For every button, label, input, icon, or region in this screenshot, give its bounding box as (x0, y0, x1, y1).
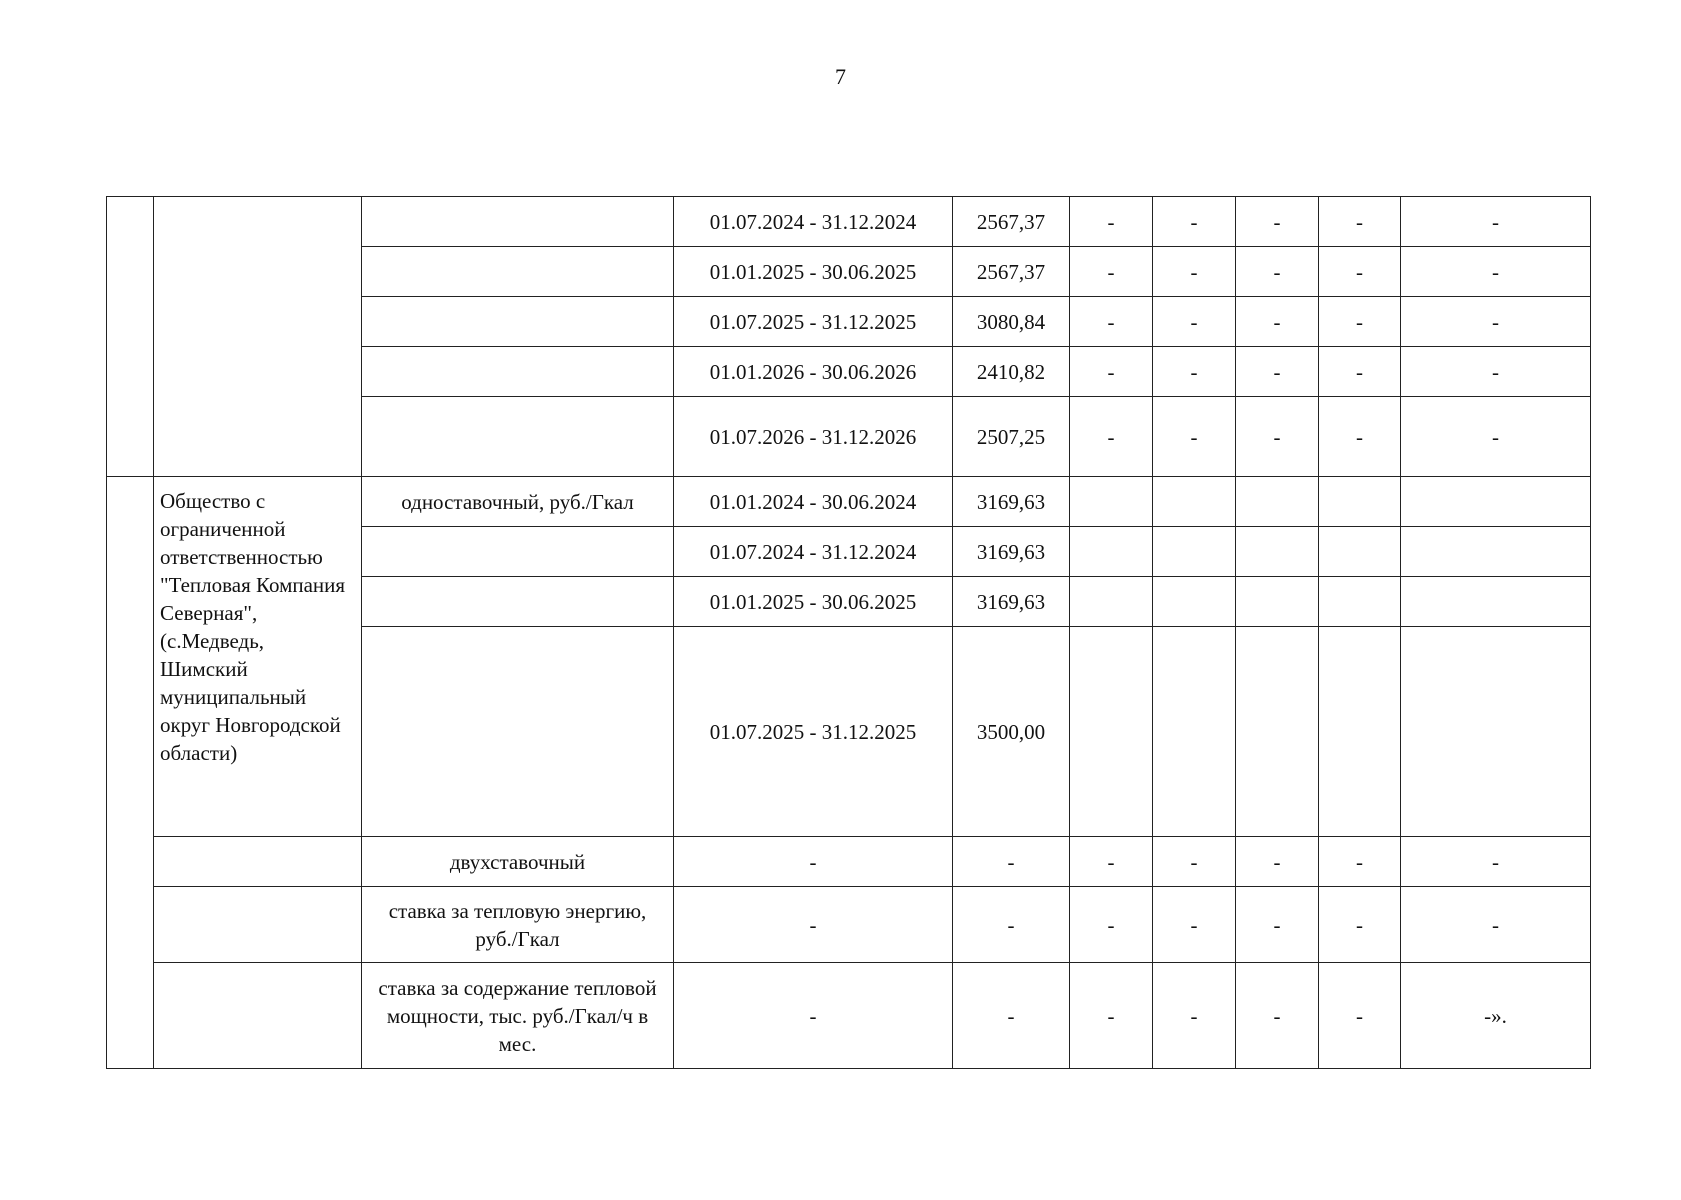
dash-cell: - (1319, 197, 1401, 247)
value-cell: 3080,84 (953, 297, 1070, 347)
dash-cell: - (1319, 963, 1401, 1069)
dash-cell: - (1153, 347, 1236, 397)
dash-cell: - (1070, 347, 1153, 397)
empty-cell (1401, 477, 1591, 527)
organization-cell (154, 963, 362, 1069)
empty-cell (1401, 527, 1591, 577)
table-row (107, 197, 1591, 247)
period-cell: 01.01.2024 - 30.06.2024 (674, 477, 953, 527)
dash-cell: - (1236, 197, 1319, 247)
number-cell (107, 197, 154, 477)
dash-cell: - (1236, 837, 1319, 887)
tariff-type-cell (362, 297, 674, 347)
period-cell: 01.07.2026 - 31.12.2026 (674, 397, 953, 477)
dash-cell: - (1319, 347, 1401, 397)
value-cell: - (953, 887, 1070, 963)
dash-cell: - (1153, 887, 1236, 963)
value-cell: 3169,63 (953, 527, 1070, 577)
value-cell: - (953, 837, 1070, 887)
empty-cell (1401, 577, 1591, 627)
dash-cell: - (1319, 297, 1401, 347)
dash-cell: - (1319, 887, 1401, 963)
dash-cell: - (1070, 197, 1153, 247)
period-cell: 01.01.2025 - 30.06.2025 (674, 577, 953, 627)
dash-cell: - (1401, 297, 1591, 347)
organization-cell (154, 197, 362, 477)
dash-cell: - (1319, 397, 1401, 477)
empty-cell (1070, 477, 1153, 527)
value-cell: 2567,37 (953, 197, 1070, 247)
period-cell: 01.07.2024 - 31.12.2024 (674, 527, 953, 577)
dash-cell: - (1236, 397, 1319, 477)
tariff-type-cell: ставка за содержание тепловой мощности, тыс. руб./Гкал/ч в мес. (362, 963, 674, 1069)
tariff-type-cell (362, 247, 674, 297)
empty-cell (1070, 527, 1153, 577)
dash-cell: - (1070, 837, 1153, 887)
number-cell (107, 477, 154, 1069)
empty-cell (1319, 627, 1401, 837)
organization-cell (154, 887, 362, 963)
empty-cell (1070, 627, 1153, 837)
empty-cell (1236, 577, 1319, 627)
dash-cell: - (1236, 297, 1319, 347)
dash-cell: - (1070, 397, 1153, 477)
value-cell: 3169,63 (953, 477, 1070, 527)
tariff-table (106, 196, 1591, 1069)
empty-cell (1153, 477, 1236, 527)
table-row (107, 477, 1591, 527)
tariff-type-cell (362, 347, 674, 397)
table-row (107, 963, 1591, 1069)
dash-cell: -». (1401, 963, 1591, 1069)
tariff-type-cell (362, 627, 674, 837)
dash-cell: - (1236, 887, 1319, 963)
tariff-type-cell (362, 577, 674, 627)
empty-cell (1236, 477, 1319, 527)
organization-cell (154, 837, 362, 887)
dash-cell: - (1401, 887, 1591, 963)
dash-cell: - (1236, 247, 1319, 297)
dash-cell: - (1401, 247, 1591, 297)
page-number: 7 (835, 64, 846, 89)
dash-cell: - (1401, 347, 1591, 397)
dash-cell: - (1401, 397, 1591, 477)
period-cell: 01.01.2026 - 30.06.2026 (674, 347, 953, 397)
empty-cell (1319, 477, 1401, 527)
period-cell: - (674, 887, 953, 963)
empty-cell (1070, 577, 1153, 627)
dash-cell: - (1153, 247, 1236, 297)
dash-cell: - (1401, 837, 1591, 887)
empty-cell (1319, 577, 1401, 627)
value-cell: 3169,63 (953, 577, 1070, 627)
dash-cell: - (1153, 963, 1236, 1069)
period-cell: 01.01.2025 - 30.06.2025 (674, 247, 953, 297)
dash-cell: - (1319, 837, 1401, 887)
dash-cell: - (1236, 963, 1319, 1069)
dash-cell: - (1070, 297, 1153, 347)
empty-cell (1153, 577, 1236, 627)
empty-cell (1401, 627, 1591, 837)
dash-cell: - (1153, 297, 1236, 347)
dash-cell: - (1236, 347, 1319, 397)
period-cell: 01.07.2024 - 31.12.2024 (674, 197, 953, 247)
organization-name: Общество с ограниченной ответственностью "Тепловая Компания Северная", (с.Медведь, Шимский муниципальный округ Новгородской области) (154, 477, 362, 837)
tariff-type-cell: одноставочный, руб./Гкал (362, 477, 674, 527)
tariff-type-cell: ставка за тепловую энергию, руб./Гкал (362, 887, 674, 963)
value-cell: 2567,37 (953, 247, 1070, 297)
tariff-type-cell: двухставочный (362, 837, 674, 887)
period-cell: - (674, 963, 953, 1069)
value-cell: 3500,00 (953, 627, 1070, 837)
tariff-type-cell (362, 197, 674, 247)
value-cell: - (953, 963, 1070, 1069)
dash-cell: - (1153, 197, 1236, 247)
table-row (107, 887, 1591, 963)
dash-cell: - (1070, 963, 1153, 1069)
empty-cell (1236, 527, 1319, 577)
empty-cell (1319, 527, 1401, 577)
dash-cell: - (1070, 247, 1153, 297)
empty-cell (1236, 627, 1319, 837)
empty-cell (1153, 527, 1236, 577)
value-cell: 2507,25 (953, 397, 1070, 477)
table-row (107, 837, 1591, 887)
dash-cell: - (1070, 887, 1153, 963)
tariff-type-cell (362, 527, 674, 577)
empty-cell (1153, 627, 1236, 837)
dash-cell: - (1401, 197, 1591, 247)
tariff-type-cell (362, 397, 674, 477)
dash-cell: - (1153, 837, 1236, 887)
dash-cell: - (1153, 397, 1236, 477)
dash-cell: - (1319, 247, 1401, 297)
period-cell: - (674, 837, 953, 887)
period-cell: 01.07.2025 - 31.12.2025 (674, 627, 953, 837)
value-cell: 2410,82 (953, 347, 1070, 397)
period-cell: 01.07.2025 - 31.12.2025 (674, 297, 953, 347)
